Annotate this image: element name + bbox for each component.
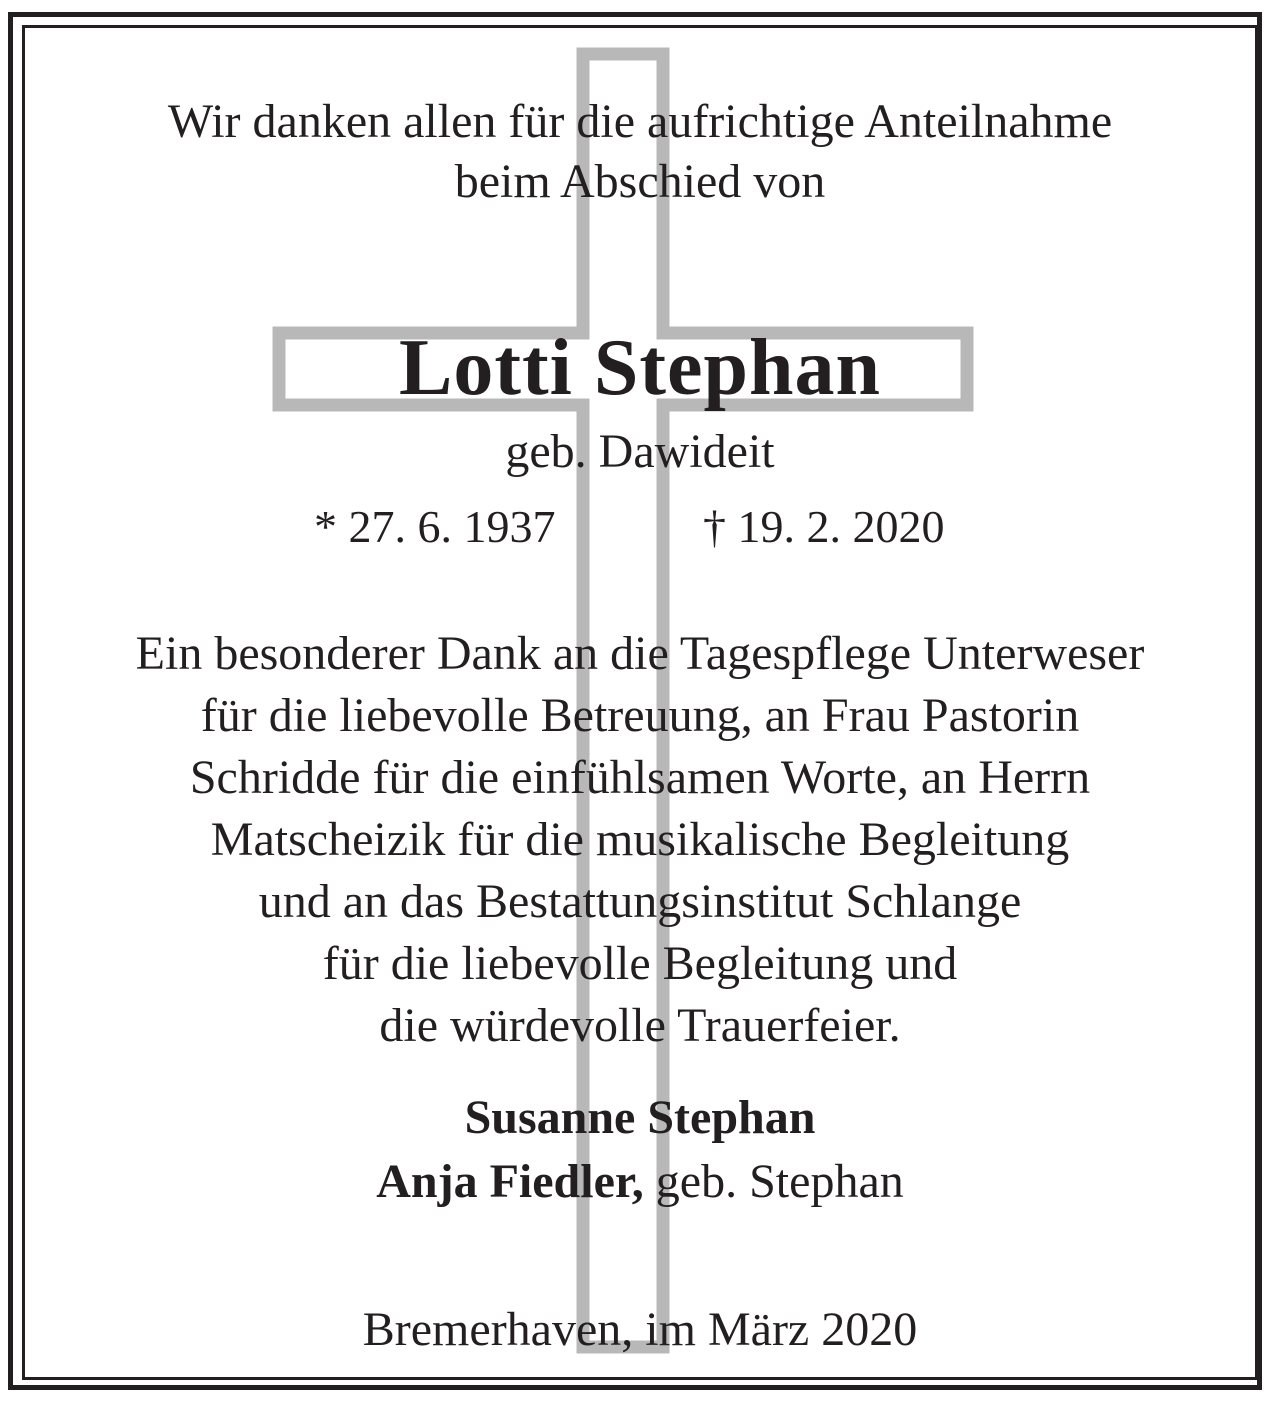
signer-2 [0, 1155, 1280, 1208]
thanks-line-5: und an das Bestattungsinstitut Schlange [258, 875, 1022, 928]
thanks-line-1: Ein besonderer Dank an die Tagespflege Unterweser [135, 627, 1145, 680]
thanks-line-2: für die liebevolle Betreuung, an Frau Pastorin [200, 689, 1080, 742]
thanks-line-6: für die liebevolle Begleitung und [322, 937, 958, 990]
place-date: Bremerhaven, im März 2020 [362, 1303, 918, 1356]
thanks-line-4: Matscheizik für die musikalische Begleitung [210, 813, 1070, 866]
maiden-name: geb. Dawideit [505, 425, 775, 478]
intro-line-2: beim Abschied von [454, 155, 826, 208]
deceased-name: Lotti Stephan [399, 324, 881, 412]
thanks-line-7: die würdevolle Trauerfeier. [379, 999, 901, 1052]
death-date: † 19. 2. 2020 [703, 501, 945, 552]
birth-date: * 27. 6. 1937 [314, 501, 556, 552]
signer-2-name: Anja Fiedler, [376, 1155, 644, 1208]
thanks-line-3: Schridde für die einfühlsamen Worte, an Herrn [189, 751, 1091, 804]
intro-line-1: Wir danken allen für die aufrichtige Anteilnahme [167, 95, 1113, 148]
signer-1: Susanne Stephan [464, 1091, 816, 1144]
signer-2-suffix: geb. Stephan [643, 1155, 904, 1208]
